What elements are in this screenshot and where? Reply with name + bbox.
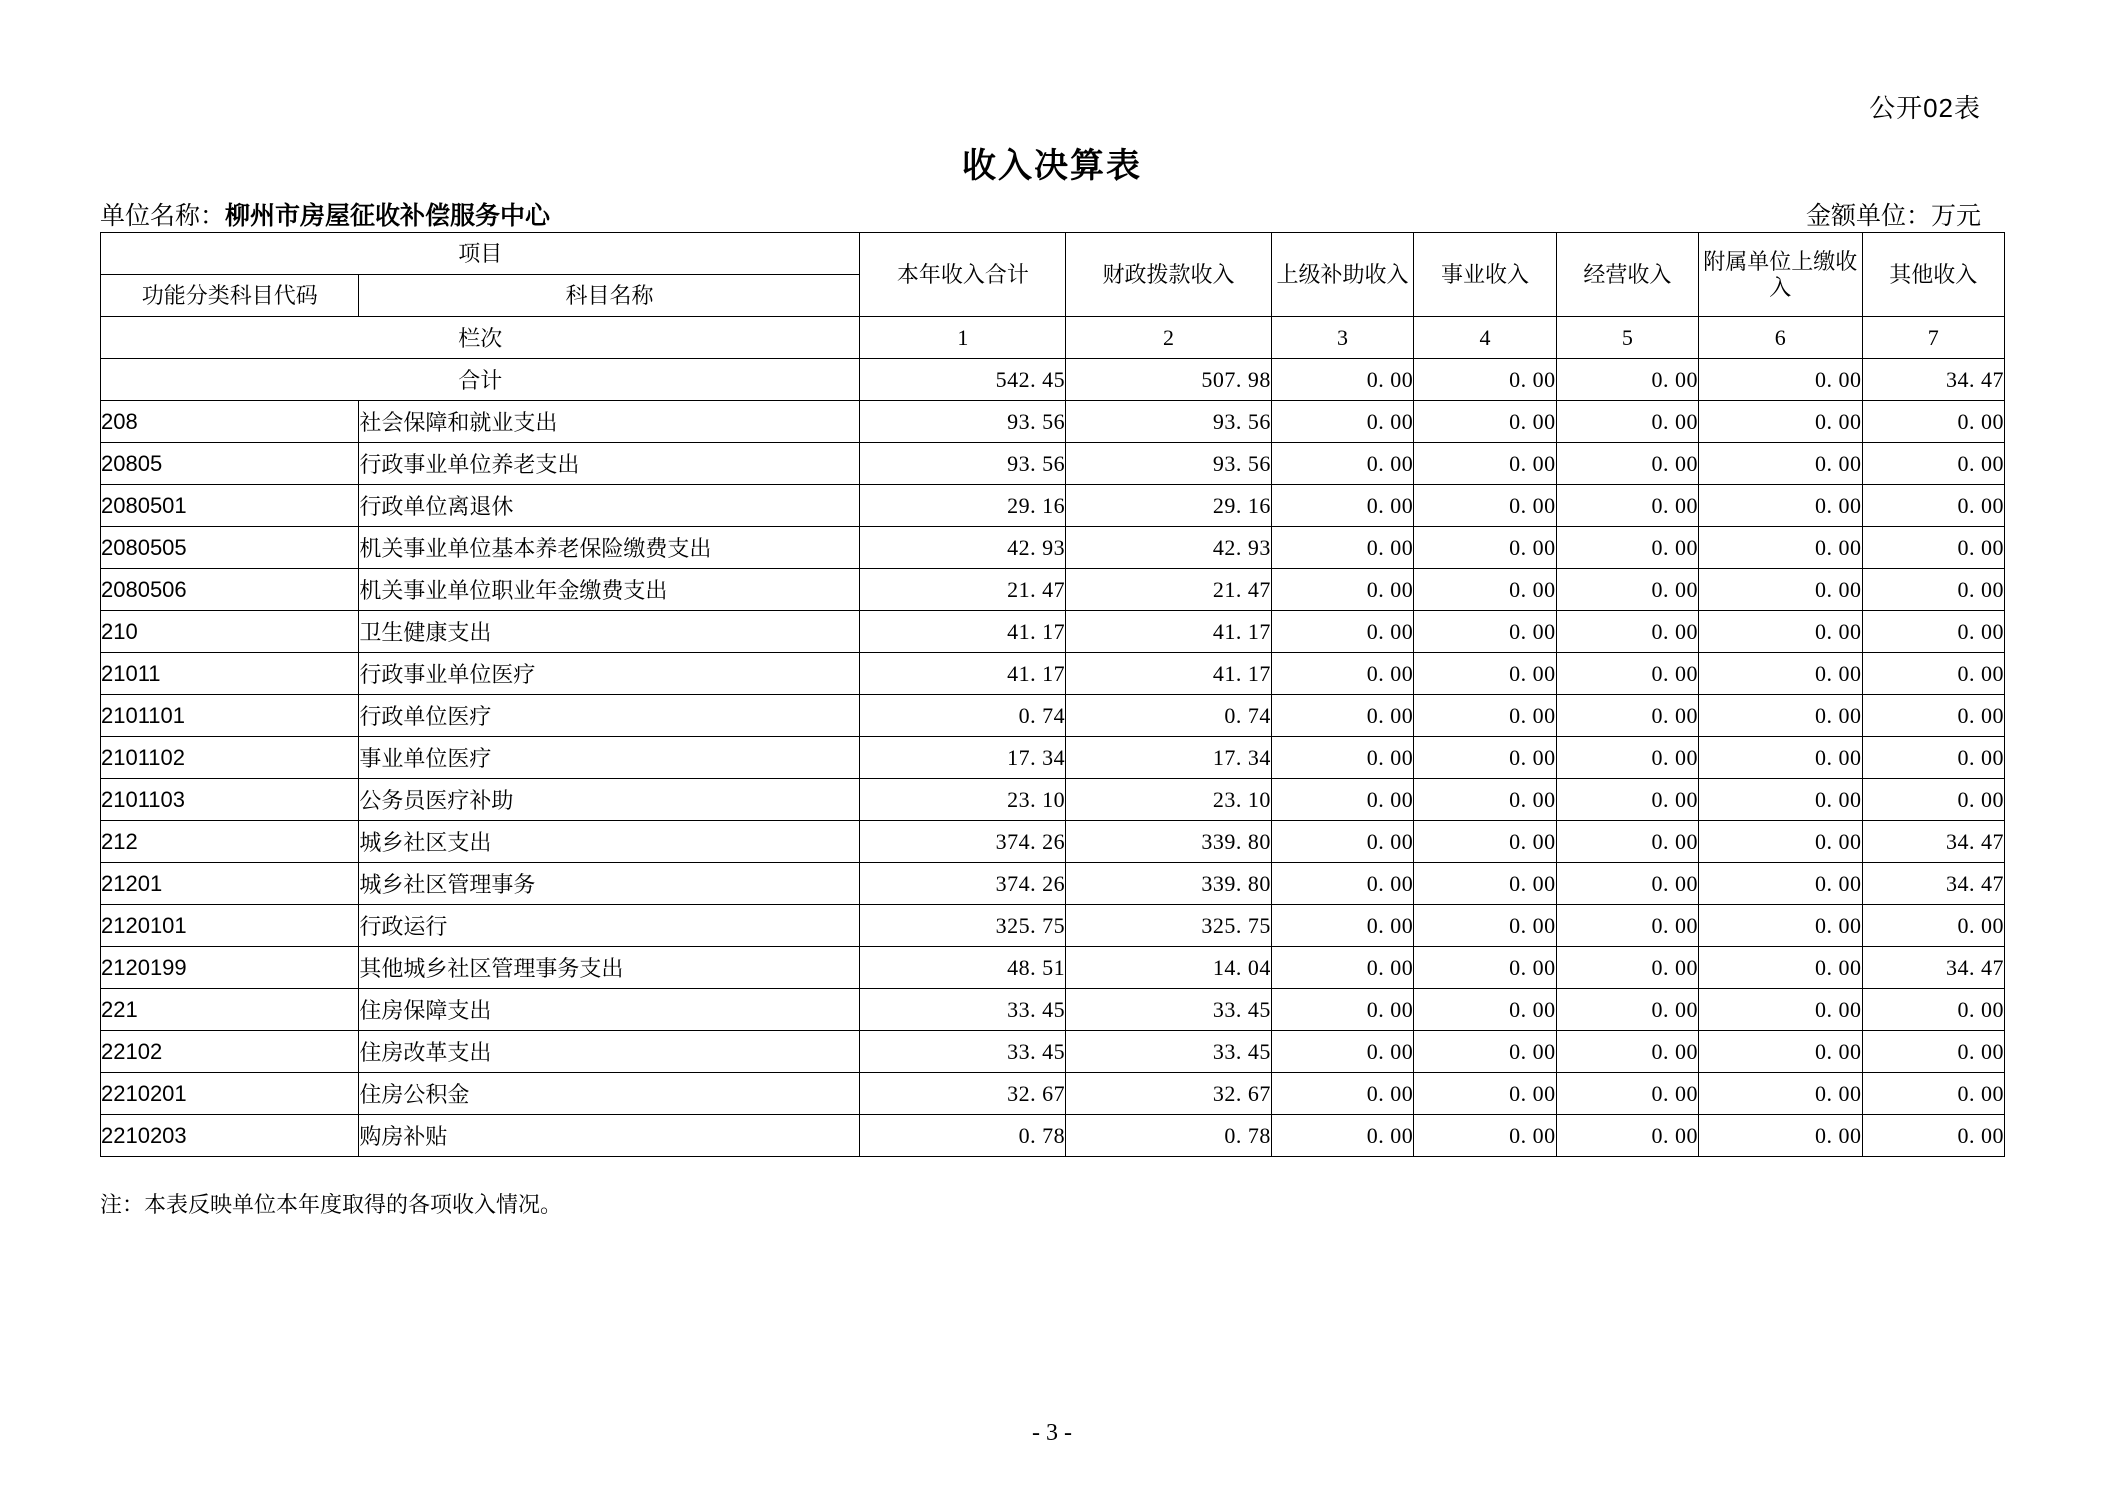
cell-value: 29. 16	[1066, 485, 1272, 527]
table-header-row-1	[101, 233, 2005, 275]
cell-value: 17. 34	[860, 737, 1066, 779]
cell-subject-name: 机关事业单位基本养老保险缴费支出	[359, 527, 860, 569]
cell-subject-name: 公务员医疗补助	[359, 779, 860, 821]
total-value: 0. 00	[1414, 359, 1556, 401]
cell-function-code: 2080505	[101, 527, 359, 569]
cell-value: 34. 47	[1862, 947, 2004, 989]
cell-value: 0. 00	[1862, 611, 2004, 653]
cell-value: 0. 00	[1414, 527, 1556, 569]
cell-value: 32. 67	[1066, 1073, 1272, 1115]
cell-value: 0. 00	[1699, 611, 1862, 653]
colnum-1: 1	[860, 317, 1066, 359]
cell-value: 0. 00	[1556, 1115, 1698, 1157]
total-value: 507. 98	[1066, 359, 1272, 401]
cell-value: 339. 80	[1066, 821, 1272, 863]
cell-subject-name: 机关事业单位职业年金缴费支出	[359, 569, 860, 611]
cell-value: 0. 00	[1556, 695, 1698, 737]
cell-value: 48. 51	[860, 947, 1066, 989]
cell-value: 42. 93	[1066, 527, 1272, 569]
cell-value: 33. 45	[1066, 989, 1272, 1031]
page-title: 收入决算表	[962, 147, 1142, 185]
cell-value: 0. 00	[1414, 947, 1556, 989]
cell-value: 0. 00	[1556, 527, 1698, 569]
cell-value: 0. 00	[1271, 443, 1413, 485]
cell-value: 0. 00	[1862, 1073, 2004, 1115]
cell-value: 0. 00	[1414, 1073, 1556, 1115]
cell-value: 41. 17	[860, 611, 1066, 653]
cell-value: 0. 00	[1414, 611, 1556, 653]
income-final-accounts-table	[100, 232, 2005, 1157]
cell-value: 23. 10	[1066, 779, 1272, 821]
header-business-income: 事业收入	[1414, 233, 1556, 317]
table-row	[101, 947, 2005, 989]
cell-value: 93. 56	[860, 443, 1066, 485]
amount-unit-label: 金额单位：万元	[1805, 202, 1981, 230]
cell-value: 0. 00	[1271, 1073, 1413, 1115]
colnum-3: 3	[1271, 317, 1413, 359]
cell-value: 0. 00	[1699, 653, 1862, 695]
cell-function-code: 2210203	[101, 1115, 359, 1157]
cell-value: 0. 00	[1699, 863, 1862, 905]
cell-value: 41. 17	[1066, 611, 1272, 653]
cell-value: 0. 00	[1699, 1031, 1862, 1073]
cell-value: 0. 00	[1699, 527, 1862, 569]
cell-value: 0. 00	[1699, 779, 1862, 821]
cell-value: 0. 00	[1556, 821, 1698, 863]
header-other-income: 其他收入	[1862, 233, 2004, 317]
cell-value: 0. 00	[1556, 779, 1698, 821]
cell-value: 93. 56	[1066, 401, 1272, 443]
cell-value: 0. 00	[1556, 989, 1698, 1031]
cell-subject-name: 行政事业单位医疗	[359, 653, 860, 695]
cell-value: 41. 17	[860, 653, 1066, 695]
colnum-7: 7	[1862, 317, 2004, 359]
cell-value: 0. 00	[1271, 821, 1413, 863]
cell-value: 0. 00	[1414, 1115, 1556, 1157]
cell-value: 23. 10	[860, 779, 1066, 821]
cell-value: 0. 00	[1556, 863, 1698, 905]
cell-value: 0. 00	[1699, 401, 1862, 443]
table-row	[101, 653, 2005, 695]
cell-value: 0. 00	[1414, 1031, 1556, 1073]
table-column-number-row	[101, 317, 2005, 359]
cell-subject-name: 行政事业单位养老支出	[359, 443, 860, 485]
cell-value: 93. 56	[860, 401, 1066, 443]
cell-value: 0. 00	[1556, 947, 1698, 989]
cell-value: 0. 00	[1556, 443, 1698, 485]
cell-value: 32. 67	[860, 1073, 1066, 1115]
cell-value: 325. 75	[860, 905, 1066, 947]
cell-function-code: 2101103	[101, 779, 359, 821]
cell-function-code: 221	[101, 989, 359, 1031]
table-row	[101, 779, 2005, 821]
cell-value: 29. 16	[860, 485, 1066, 527]
cell-value: 0. 00	[1271, 527, 1413, 569]
cell-value: 33. 45	[860, 989, 1066, 1031]
cell-subject-name: 住房公积金	[359, 1073, 860, 1115]
cell-value: 0. 00	[1414, 989, 1556, 1031]
cell-value: 0. 00	[1699, 1115, 1862, 1157]
table-row-total	[101, 359, 2005, 401]
cell-value: 33. 45	[1066, 1031, 1272, 1073]
cell-value: 0. 00	[1862, 527, 2004, 569]
table-row	[101, 737, 2005, 779]
cell-value: 0. 00	[1699, 989, 1862, 1031]
cell-subject-name: 事业单位医疗	[359, 737, 860, 779]
cell-value: 0. 00	[1862, 485, 2004, 527]
unit-name-label: 单位名称：	[100, 202, 226, 230]
cell-subject-name: 其他城乡社区管理事务支出	[359, 947, 860, 989]
total-label: 合计	[101, 359, 860, 401]
cell-value: 325. 75	[1066, 905, 1272, 947]
table-row	[101, 569, 2005, 611]
cell-value: 0. 00	[1862, 1115, 2004, 1157]
cell-value: 0. 00	[1862, 779, 2004, 821]
cell-function-code: 2120101	[101, 905, 359, 947]
total-value: 0. 00	[1699, 359, 1862, 401]
cell-value: 14. 04	[1066, 947, 1272, 989]
table-note: 注：本表反映单位本年度取得的各项收入情况。	[100, 1192, 563, 1217]
colnum-5: 5	[1556, 317, 1698, 359]
table-row	[101, 401, 2005, 443]
cell-value: 0. 00	[1862, 443, 2004, 485]
cell-value: 41. 17	[1066, 653, 1272, 695]
cell-value: 0. 00	[1699, 695, 1862, 737]
colnum-6: 6	[1699, 317, 1862, 359]
unit-name-value: 柳州市房屋征收补偿服务中心	[225, 202, 551, 230]
cell-value: 0. 00	[1556, 1073, 1698, 1115]
cell-value: 0. 00	[1699, 485, 1862, 527]
cell-value: 0. 00	[1271, 779, 1413, 821]
cell-function-code: 2080501	[101, 485, 359, 527]
total-value: 34. 47	[1862, 359, 2004, 401]
cell-value: 339. 80	[1066, 863, 1272, 905]
cell-value: 17. 34	[1066, 737, 1272, 779]
row-label-lanci: 栏次	[101, 317, 860, 359]
cell-value: 0. 00	[1556, 737, 1698, 779]
cell-value: 0. 00	[1271, 1031, 1413, 1073]
cell-value: 0. 00	[1862, 401, 2004, 443]
cell-value: 0. 00	[1271, 611, 1413, 653]
cell-value: 0. 00	[1556, 401, 1698, 443]
cell-value: 0. 00	[1271, 401, 1413, 443]
cell-subject-name: 城乡社区管理事务	[359, 863, 860, 905]
cell-subject-name: 社会保障和就业支出	[359, 401, 860, 443]
header-subordinate-remittance: 附属单位上缴收入	[1699, 233, 1862, 317]
cell-subject-name: 行政运行	[359, 905, 860, 947]
cell-value: 0. 00	[1271, 653, 1413, 695]
cell-value: 0. 00	[1556, 569, 1698, 611]
cell-value: 42. 93	[860, 527, 1066, 569]
header-total-income: 本年收入合计	[860, 233, 1066, 317]
table-row	[101, 905, 2005, 947]
cell-function-code: 22102	[101, 1031, 359, 1073]
cell-value: 0. 00	[1414, 779, 1556, 821]
cell-value: 0. 00	[1271, 737, 1413, 779]
cell-value: 21. 47	[860, 569, 1066, 611]
cell-value: 0. 00	[1862, 737, 2004, 779]
table-row	[101, 611, 2005, 653]
cell-value: 0. 00	[1862, 653, 2004, 695]
cell-function-code: 2101102	[101, 737, 359, 779]
cell-value: 0. 00	[1414, 737, 1556, 779]
unit-name-line	[100, 196, 550, 232]
cell-subject-name: 行政单位医疗	[359, 695, 860, 737]
cell-value: 0. 00	[1862, 905, 2004, 947]
cell-function-code: 2210201	[101, 1073, 359, 1115]
cell-subject-name: 卫生健康支出	[359, 611, 860, 653]
form-label: 公开02表	[1869, 93, 1981, 123]
cell-function-code: 208	[101, 401, 359, 443]
cell-value: 0. 00	[1271, 905, 1413, 947]
cell-value: 0. 00	[1271, 1115, 1413, 1157]
page-number: - 3 -	[1032, 1420, 1072, 1446]
cell-value: 0. 74	[1066, 695, 1272, 737]
cell-subject-name: 购房补贴	[359, 1115, 860, 1157]
table-row	[101, 695, 2005, 737]
header-subject-name: 科目名称	[359, 275, 860, 317]
cell-value: 0. 00	[1271, 947, 1413, 989]
cell-value: 0. 00	[1556, 611, 1698, 653]
cell-subject-name: 住房保障支出	[359, 989, 860, 1031]
cell-value: 0. 00	[1556, 485, 1698, 527]
total-value: 542. 45	[860, 359, 1066, 401]
cell-function-code: 21011	[101, 653, 359, 695]
cell-function-code: 210	[101, 611, 359, 653]
cell-value: 33. 45	[860, 1031, 1066, 1073]
cell-value: 21. 47	[1066, 569, 1272, 611]
cell-value: 0. 00	[1862, 695, 2004, 737]
cell-value: 0. 00	[1556, 1031, 1698, 1073]
table-row	[101, 527, 2005, 569]
cell-value: 0. 00	[1414, 443, 1556, 485]
cell-value: 0. 00	[1414, 569, 1556, 611]
table-row	[101, 989, 2005, 1031]
cell-value: 0. 00	[1414, 695, 1556, 737]
header-project: 项目	[101, 233, 860, 275]
table-body	[101, 359, 2005, 1157]
cell-value: 0. 00	[1556, 905, 1698, 947]
cell-value: 0. 78	[1066, 1115, 1272, 1157]
table-row	[101, 1115, 2005, 1157]
cell-value: 0. 00	[1699, 905, 1862, 947]
cell-subject-name: 住房改革支出	[359, 1031, 860, 1073]
cell-value: 34. 47	[1862, 863, 2004, 905]
cell-function-code: 2101101	[101, 695, 359, 737]
table-row	[101, 1073, 2005, 1115]
cell-value: 0. 00	[1414, 905, 1556, 947]
table-row	[101, 863, 2005, 905]
cell-function-code: 212	[101, 821, 359, 863]
cell-subject-name: 行政单位离退休	[359, 485, 860, 527]
cell-value: 374. 26	[860, 863, 1066, 905]
table-row	[101, 485, 2005, 527]
header-function-code: 功能分类科目代码	[101, 275, 359, 317]
cell-value: 0. 00	[1271, 485, 1413, 527]
cell-value: 0. 00	[1699, 947, 1862, 989]
cell-value: 0. 00	[1414, 863, 1556, 905]
header-superior-subsidy: 上级补助收入	[1271, 233, 1413, 317]
colnum-4: 4	[1414, 317, 1556, 359]
cell-value: 0. 00	[1699, 821, 1862, 863]
cell-function-code: 21201	[101, 863, 359, 905]
cell-subject-name: 城乡社区支出	[359, 821, 860, 863]
cell-value: 0. 00	[1414, 485, 1556, 527]
table-row	[101, 443, 2005, 485]
cell-value: 374. 26	[860, 821, 1066, 863]
cell-value: 0. 00	[1414, 401, 1556, 443]
cell-value: 93. 56	[1066, 443, 1272, 485]
cell-value: 0. 00	[1271, 863, 1413, 905]
table-row	[101, 821, 2005, 863]
table-row	[101, 1031, 2005, 1073]
cell-function-code: 20805	[101, 443, 359, 485]
total-value: 0. 00	[1556, 359, 1698, 401]
cell-value: 0. 00	[1862, 1031, 2004, 1073]
cell-value: 0. 00	[1271, 569, 1413, 611]
cell-value: 0. 00	[1414, 653, 1556, 695]
cell-value: 0. 00	[1556, 653, 1698, 695]
total-value: 0. 00	[1271, 359, 1413, 401]
cell-value: 0. 00	[1699, 737, 1862, 779]
cell-value: 0. 00	[1862, 569, 2004, 611]
cell-value: 0. 78	[860, 1115, 1066, 1157]
cell-value: 0. 00	[1862, 989, 2004, 1031]
cell-value: 0. 00	[1699, 1073, 1862, 1115]
cell-value: 0. 74	[860, 695, 1066, 737]
header-operating-income: 经营收入	[1556, 233, 1698, 317]
cell-function-code: 2120199	[101, 947, 359, 989]
cell-value: 34. 47	[1862, 821, 2004, 863]
cell-function-code: 2080506	[101, 569, 359, 611]
cell-value: 0. 00	[1414, 821, 1556, 863]
cell-value: 0. 00	[1271, 695, 1413, 737]
cell-value: 0. 00	[1699, 443, 1862, 485]
colnum-2: 2	[1066, 317, 1272, 359]
cell-value: 0. 00	[1271, 989, 1413, 1031]
header-fiscal-appropriation: 财政拨款收入	[1066, 233, 1272, 317]
cell-value: 0. 00	[1699, 569, 1862, 611]
